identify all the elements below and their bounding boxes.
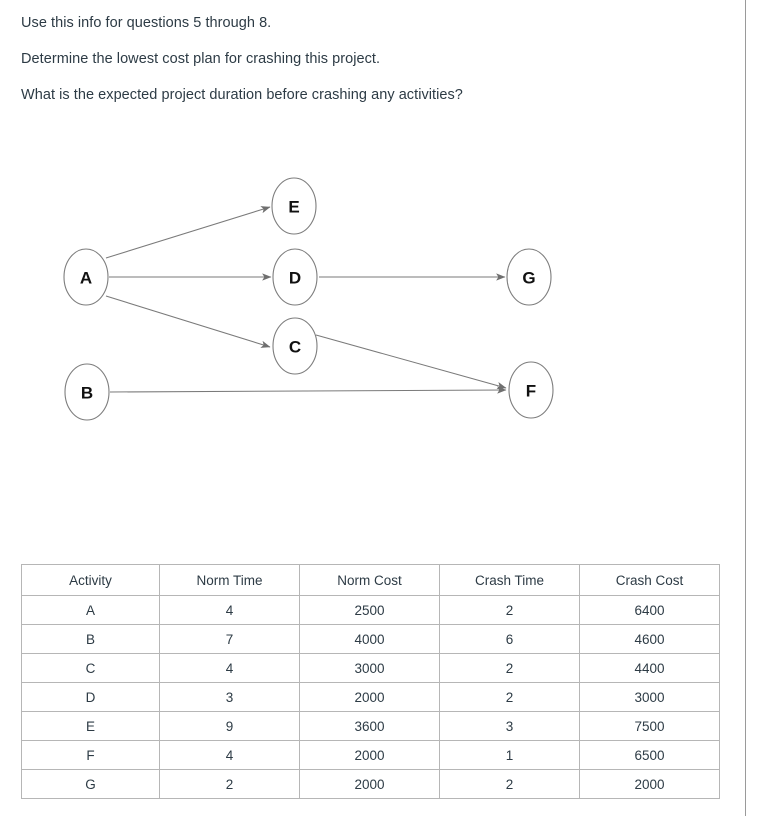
prompt-line-2: Determine the lowest cost plan for crashing this project.	[21, 51, 381, 67]
cell-norm-time: 4	[160, 654, 300, 683]
cell-crash-cost: 6400	[580, 596, 720, 625]
node-b[interactable]	[65, 364, 109, 420]
node-e-label: E	[288, 197, 300, 217]
col-header-crash-time: Crash Time	[440, 565, 580, 596]
cell-norm-cost: 3600	[300, 712, 440, 741]
node-a-label: A	[79, 268, 93, 288]
node-c[interactable]	[273, 318, 317, 374]
cell-activity: B	[22, 625, 160, 654]
cell-crash-cost: 7500	[580, 712, 720, 741]
cell-activity: C	[22, 654, 160, 683]
cell-norm-cost: 2500	[300, 596, 440, 625]
cell-norm-time: 3	[160, 683, 300, 712]
page-divider-rule	[745, 0, 746, 816]
node-c-label: C	[288, 337, 302, 357]
table-row	[22, 625, 720, 654]
table-body	[22, 596, 720, 799]
table-row	[22, 596, 720, 625]
crash-data-table-container	[21, 564, 720, 799]
network-diagram-svg	[0, 150, 745, 450]
node-b-label: B	[80, 383, 94, 403]
edge-b-to-f	[110, 390, 506, 392]
table-row	[22, 712, 720, 741]
cell-crash-cost: 4400	[580, 654, 720, 683]
edge-a-to-c	[106, 296, 270, 347]
cell-norm-time: 7	[160, 625, 300, 654]
table-row	[22, 741, 720, 770]
crash-data-table	[21, 564, 720, 799]
cell-norm-cost: 3000	[300, 654, 440, 683]
cell-activity: E	[22, 712, 160, 741]
cell-crash-cost: 3000	[580, 683, 720, 712]
cell-crash-cost: 4600	[580, 625, 720, 654]
cell-norm-time: 9	[160, 712, 300, 741]
cell-crash-time: 1	[440, 741, 580, 770]
diagram-nodes	[64, 178, 553, 420]
node-g-label: G	[522, 268, 536, 288]
cell-norm-time: 2	[160, 770, 300, 799]
cell-activity: A	[22, 596, 160, 625]
cell-crash-time: 2	[440, 596, 580, 625]
cell-crash-cost: 2000	[580, 770, 720, 799]
col-header-activity: Activity	[22, 565, 160, 596]
cell-crash-time: 3	[440, 712, 580, 741]
project-network-diagram	[0, 150, 745, 450]
edge-c-to-f	[316, 335, 506, 388]
table-row	[22, 683, 720, 712]
col-header-crash-cost: Crash Cost	[580, 565, 720, 596]
cell-activity: F	[22, 741, 160, 770]
cell-norm-cost: 2000	[300, 770, 440, 799]
cell-norm-cost: 4000	[300, 625, 440, 654]
question-prompt	[21, 0, 711, 104]
cell-activity: D	[22, 683, 160, 712]
cell-crash-cost: 6500	[580, 741, 720, 770]
cell-crash-time: 2	[440, 654, 580, 683]
node-a[interactable]	[64, 249, 108, 305]
node-f-label: F	[525, 381, 537, 401]
col-header-norm-time: Norm Time	[160, 565, 300, 596]
node-f[interactable]	[509, 362, 553, 418]
node-d-label: D	[288, 268, 302, 288]
cell-activity: G	[22, 770, 160, 799]
table-row	[22, 654, 720, 683]
table-row	[22, 770, 720, 799]
prompt-line-1: Use this info for questions 5 through 8.	[21, 15, 272, 31]
cell-crash-time: 6	[440, 625, 580, 654]
cell-norm-time: 4	[160, 596, 300, 625]
cell-crash-time: 2	[440, 683, 580, 712]
node-e[interactable]	[272, 178, 316, 234]
cell-norm-time: 4	[160, 741, 300, 770]
cell-norm-cost: 2000	[300, 683, 440, 712]
col-header-norm-cost: Norm Cost	[300, 565, 440, 596]
cell-crash-time: 2	[440, 770, 580, 799]
node-g[interactable]	[507, 249, 551, 305]
table-header-row	[22, 565, 720, 596]
edge-a-to-e	[106, 207, 270, 258]
cell-norm-cost: 2000	[300, 741, 440, 770]
node-d[interactable]	[273, 249, 317, 305]
prompt-line-3: What is the expected project duration before crashing any activities?	[21, 87, 463, 103]
